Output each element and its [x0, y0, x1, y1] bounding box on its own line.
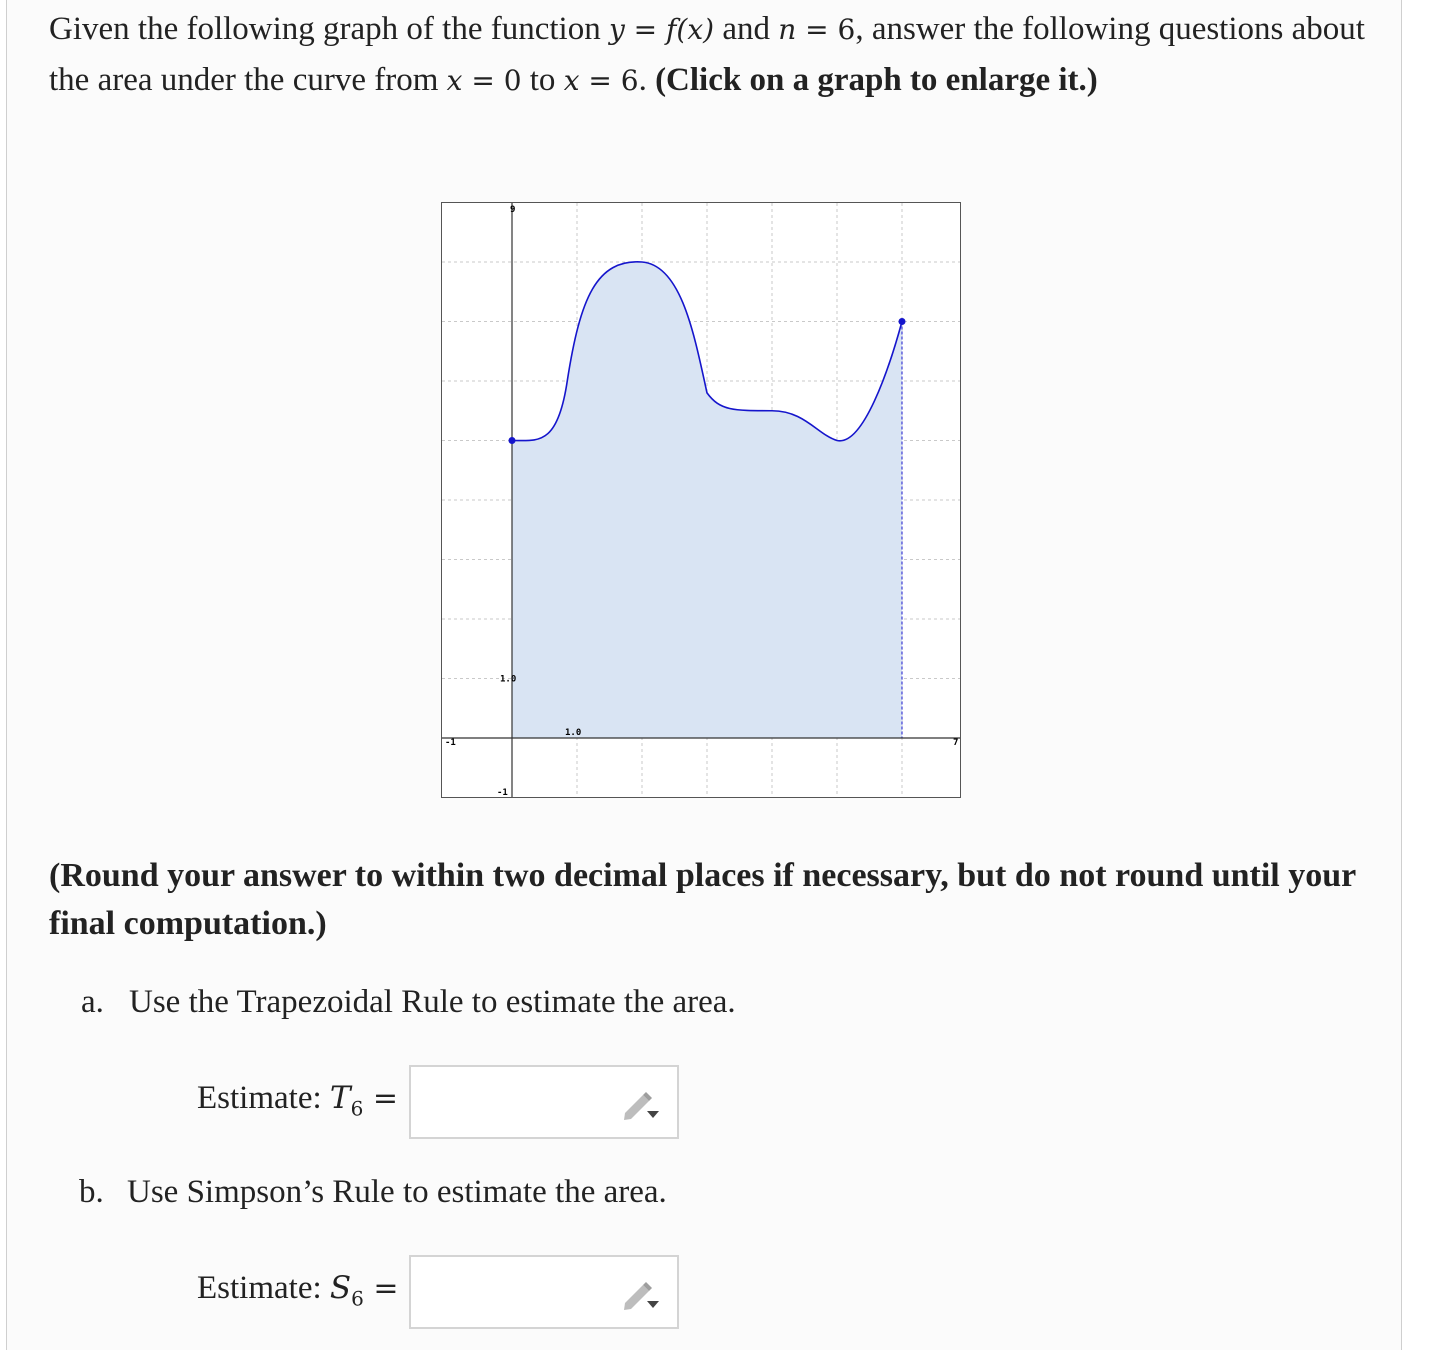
trapezoid-estimate-label — [197, 1080, 398, 1121]
var-x-start: x — [446, 64, 463, 97]
y-tick-label: 1.0 — [500, 674, 517, 685]
intro-mid: , answer the following questions about the area under the curve from — [49, 11, 1365, 98]
intro-and: and — [714, 11, 779, 47]
s-subscript: 6 — [351, 1286, 364, 1311]
pencil-dropdown-icon[interactable] — [621, 1277, 661, 1311]
estimate-label-b: Estimate: — [197, 1270, 330, 1306]
x-end-value: = 6 — [579, 64, 639, 97]
graph-svg[interactable] — [441, 202, 961, 798]
intro-to: to — [521, 62, 564, 98]
curve-start-point — [509, 437, 516, 444]
y-max-label: 9 — [510, 205, 516, 215]
s-symbol: S — [329, 1270, 352, 1306]
var-fx: (x) — [676, 13, 715, 46]
part-a-prompt — [81, 984, 736, 1021]
part-b-letter: b. — [79, 1174, 104, 1210]
estimate-label-a: Estimate: — [197, 1080, 330, 1116]
t-symbol: T — [329, 1080, 351, 1116]
intro-text: Given the following graph of the function — [49, 11, 609, 47]
t-subscript: 6 — [350, 1096, 364, 1121]
part-b-prompt — [79, 1174, 667, 1211]
function-graph[interactable] — [441, 202, 961, 798]
equals-b: = — [363, 1271, 399, 1306]
pencil-dropdown-icon[interactable] — [621, 1087, 661, 1121]
x-tick-label: 1.0 — [565, 728, 582, 738]
y-min-label: -1 — [497, 788, 508, 798]
part-a-letter: a. — [81, 984, 104, 1020]
equals-sign: = — [624, 13, 667, 46]
question-intro — [49, 4, 1369, 106]
simpson-answer-input[interactable] — [409, 1255, 679, 1329]
question-panel — [6, 0, 1402, 1350]
x-max-label: 7 — [953, 738, 959, 748]
curve-end-point — [899, 318, 906, 325]
var-x-end: x — [563, 64, 580, 97]
rounding-instruction: (Round your answer to within two decimal places if necessary, but do not round until your final computation.) — [49, 857, 1356, 942]
equals-a: = — [363, 1081, 398, 1116]
var-f: f — [666, 13, 677, 46]
var-y: y — [608, 13, 625, 46]
simpson-estimate-label — [197, 1270, 399, 1311]
intro-period: . — [638, 62, 656, 98]
n-value: = 6 — [796, 13, 856, 46]
var-n: n — [778, 13, 797, 46]
trapezoid-answer-input[interactable] — [409, 1065, 679, 1139]
x-min-label: -1 — [445, 738, 456, 748]
click-to-enlarge-note: (Click on a graph to enlarge it.) — [655, 62, 1098, 98]
part-b-text: Use Simpson’s Rule to estimate the area. — [127, 1174, 667, 1210]
part-a-text: Use the Trapezoidal Rule to estimate the area. — [129, 984, 736, 1020]
x-start-value: = 0 — [462, 64, 522, 97]
